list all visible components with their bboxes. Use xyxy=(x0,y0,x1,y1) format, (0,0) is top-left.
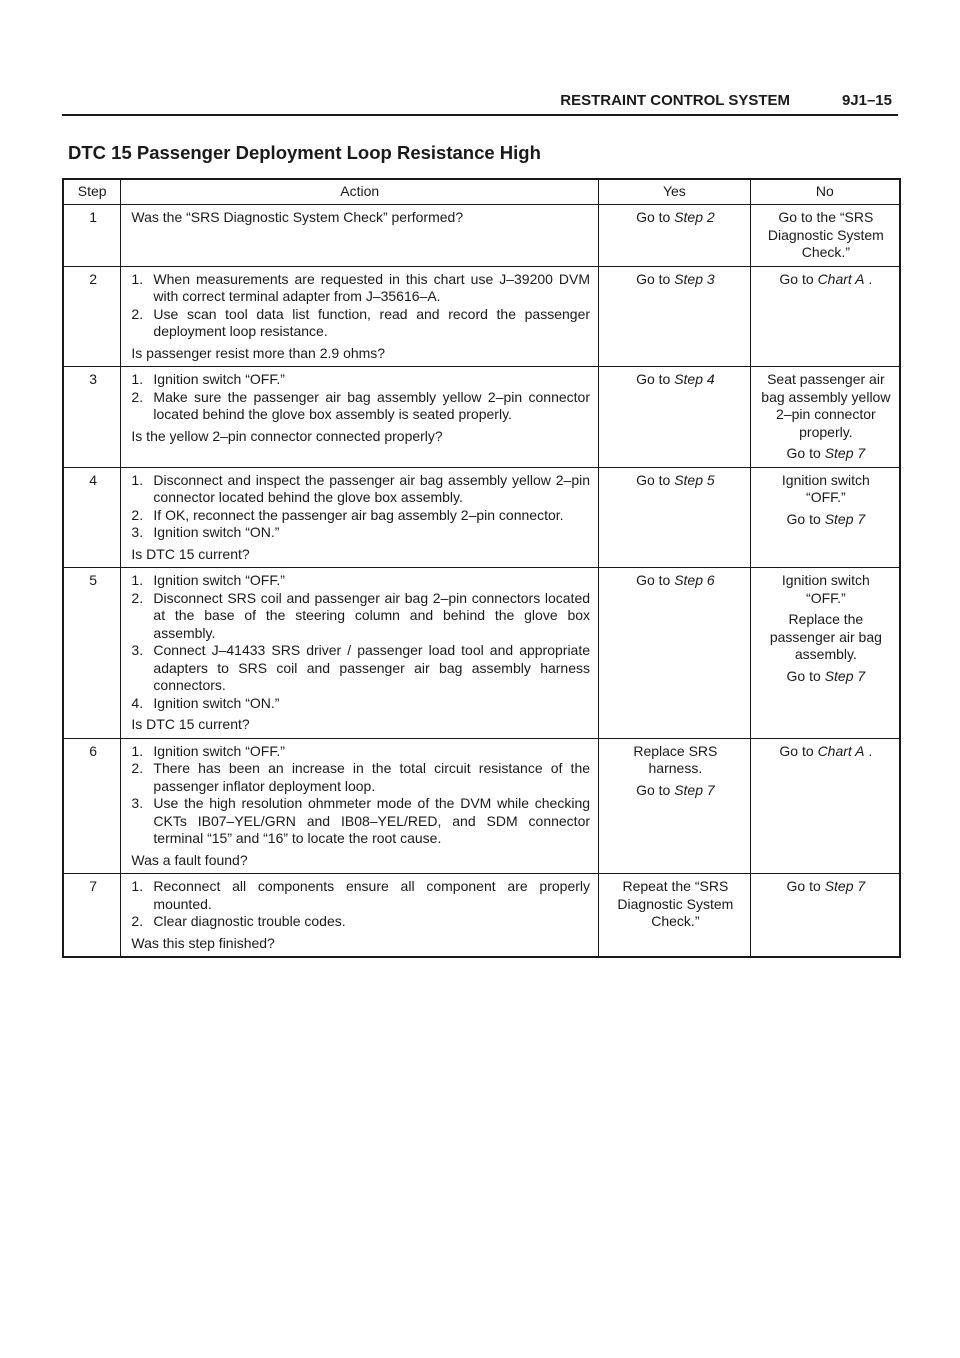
action-item-number: 2. xyxy=(131,760,144,776)
table-row xyxy=(63,738,900,874)
action-item: 3. Connect J–41433 SRS driver / passenger load tool and appropriate adapters to SRS coil and passenger air bag assembly harness connectors. xyxy=(131,642,591,693)
diagnostic-table xyxy=(62,178,901,958)
action-item: 3. Ignition switch “ON.” xyxy=(131,524,280,540)
action-question: Was this step finished? xyxy=(131,934,275,951)
action-list xyxy=(131,878,590,931)
no-cell xyxy=(750,266,900,367)
table-row xyxy=(63,205,900,267)
step-number: 6 xyxy=(63,738,121,874)
column-header-step: Step xyxy=(63,179,121,205)
action-list xyxy=(131,572,590,712)
yes-goto: Go to Step 6 xyxy=(636,572,715,588)
step-number: 2 xyxy=(63,266,121,367)
action-item: 2. There has been an increase in the total circuit resistance of the passenger inflator deployment loop. xyxy=(131,760,591,794)
action-item-number: 3. xyxy=(131,524,144,540)
yes-cell xyxy=(599,738,751,874)
action-cell xyxy=(121,738,599,874)
action-question: Was a fault found? xyxy=(131,851,248,868)
action-item-number: 1. xyxy=(131,742,144,759)
step-number: 7 xyxy=(63,874,121,958)
no-goto-ref: Step 7 xyxy=(824,667,866,684)
yes-goto-ref: Step 4 xyxy=(674,371,715,387)
no-cell xyxy=(750,568,900,739)
action-item: 1. Disconnect and inspect the passenger air bag assembly yellow 2–pin connector located behind the glove box assembly. xyxy=(131,471,591,505)
action-list xyxy=(131,743,590,848)
action-item-number: 3. xyxy=(131,795,144,811)
yes-cell xyxy=(599,874,751,958)
action-item-number: 2. xyxy=(131,305,144,322)
no-cell xyxy=(750,205,900,267)
action-item: 2. Disconnect SRS coil and passenger air bag 2–pin connectors located at the base of the steering column and behind the glove box assembly. xyxy=(131,589,591,641)
action-cell xyxy=(121,874,599,958)
action-list xyxy=(131,472,590,542)
action-question: Is the yellow 2–pin connector connected properly? xyxy=(131,427,443,444)
action-item-number: 1. xyxy=(131,572,144,588)
step-number: 1 xyxy=(63,205,121,267)
yes-goto-ref: Step 6 xyxy=(674,572,715,588)
action-cell xyxy=(121,367,599,468)
action-item: 2. Make sure the passenger air bag assembly yellow 2–pin connector located behind the glove box assembly is seated properly. xyxy=(131,388,591,422)
no-note: Ignition switch “OFF.” xyxy=(781,471,870,505)
section-title: RESTRAINT CONTROL SYSTEM xyxy=(560,92,790,109)
table-row xyxy=(63,568,900,739)
yes-goto: Go to Step 2 xyxy=(636,209,715,225)
action-question: Is passenger resist more than 2.9 ohms? xyxy=(131,344,386,361)
action-list xyxy=(131,371,590,424)
action-item-number: 1. xyxy=(131,878,144,894)
yes-note: Repeat the “SRS Diagnostic System Check.” xyxy=(617,878,734,929)
no-goto: Go to Step 7 xyxy=(786,667,866,684)
action-item: 2. Clear diagnostic trouble codes. xyxy=(131,913,346,929)
table-row xyxy=(63,266,900,367)
action-cell xyxy=(121,266,599,367)
action-item-number: 3. xyxy=(131,642,144,658)
table-row xyxy=(63,467,900,568)
action-item: 1. Reconnect all components ensure all component are properly mounted. xyxy=(131,878,591,912)
document-title: DTC 15 Passenger Deployment Loop Resistance High xyxy=(68,142,541,163)
action-item: 2. If OK, reconnect the passenger air bag assembly 2–pin connector. xyxy=(131,506,564,523)
action-item-number: 2. xyxy=(131,506,144,523)
no-goto-ref: Step 7 xyxy=(824,445,866,461)
action-item-number: 2. xyxy=(131,589,144,606)
table-row xyxy=(63,874,900,958)
action-item: 1. Ignition switch “OFF.” xyxy=(131,742,285,759)
no-goto: Go to Step 7 xyxy=(786,878,866,894)
yes-goto: Go to Step 3 xyxy=(636,270,715,287)
page-number: 9J1–15 xyxy=(841,92,892,109)
action-question: Is DTC 15 current? xyxy=(131,545,250,562)
step-number: 5 xyxy=(63,568,121,739)
page-header xyxy=(62,90,898,116)
action-list xyxy=(131,271,590,341)
no-cell xyxy=(750,467,900,568)
action-item-number: 2. xyxy=(131,913,144,929)
no-goto-ref: Step 7 xyxy=(824,878,866,894)
no-goto: Go to Step 7 xyxy=(786,510,866,527)
no-goto-ref: Step 7 xyxy=(824,510,866,527)
action-item: 2. Use scan tool data list function, read and record the passenger deployment loop resistance. xyxy=(131,305,591,339)
action-cell xyxy=(121,568,599,739)
yes-cell xyxy=(599,367,751,468)
no-note: Go to the “SRS Diagnostic System Check.” xyxy=(767,209,884,260)
no-goto: Go to Step 7 xyxy=(786,445,866,461)
action-item: 1. Ignition switch “OFF.” xyxy=(131,572,285,588)
no-note: Seat passenger air bag assembly yellow 2–pin connector properly. xyxy=(761,371,891,440)
action-question: Is DTC 15 current? xyxy=(131,716,250,732)
no-cell xyxy=(750,874,900,958)
column-header-action: Action xyxy=(121,179,599,205)
yes-goto-ref: Step 7 xyxy=(674,781,715,798)
yes-note: Replace SRS harness. xyxy=(633,742,718,776)
step-number: 4 xyxy=(63,467,121,568)
no-cell xyxy=(750,367,900,468)
action-item: 1. Ignition switch “OFF.” xyxy=(131,371,285,387)
action-question: Was the “SRS Diagnostic System Check” performed? xyxy=(131,209,464,225)
yes-goto-ref: Step 3 xyxy=(674,270,715,287)
yes-cell xyxy=(599,568,751,739)
action-item-number: 1. xyxy=(131,471,144,488)
step-number: 3 xyxy=(63,367,121,468)
column-header-no: No xyxy=(750,179,900,205)
no-goto: Go to Chart A . xyxy=(779,270,873,287)
yes-cell xyxy=(599,266,751,367)
yes-goto: Go to Step 7 xyxy=(636,781,715,798)
action-item-number: 1. xyxy=(131,270,144,287)
action-item-number: 2. xyxy=(131,388,144,405)
no-note: Ignition switch “OFF.” xyxy=(781,572,870,606)
no-goto-ref: Chart A xyxy=(817,270,865,287)
yes-cell xyxy=(599,205,751,267)
action-item: 4. Ignition switch “ON.” xyxy=(131,694,280,711)
column-header-yes: Yes xyxy=(599,179,751,205)
action-item: 3. Use the high resolution ohmmeter mode of the DVM while checking CKTs IB07–YEL/GRN and IB08–YEL/RED, and SDM connector terminal “15” and “16” to locate the root cause. xyxy=(131,795,591,846)
no-goto-ref: Chart A xyxy=(817,742,865,759)
yes-goto: Go to Step 5 xyxy=(636,471,715,488)
yes-goto: Go to Step 4 xyxy=(636,371,715,387)
no-cell xyxy=(750,738,900,874)
no-goto: Go to Chart A . xyxy=(779,742,873,759)
no-note: Replace the passenger air bag assembly. xyxy=(769,611,882,662)
action-item-number: 4. xyxy=(131,694,144,711)
action-cell xyxy=(121,467,599,568)
yes-cell xyxy=(599,467,751,568)
yes-goto-ref: Step 2 xyxy=(674,209,715,225)
action-cell xyxy=(121,205,599,267)
action-item-number: 1. xyxy=(131,371,144,387)
table-header-row xyxy=(63,179,900,205)
table-body xyxy=(63,205,900,958)
yes-goto-ref: Step 5 xyxy=(674,471,715,488)
action-item: 1. When measurements are requested in this chart use J–39200 DVM with correct terminal adapter from J–35616–A. xyxy=(131,270,591,304)
table-row xyxy=(63,367,900,468)
